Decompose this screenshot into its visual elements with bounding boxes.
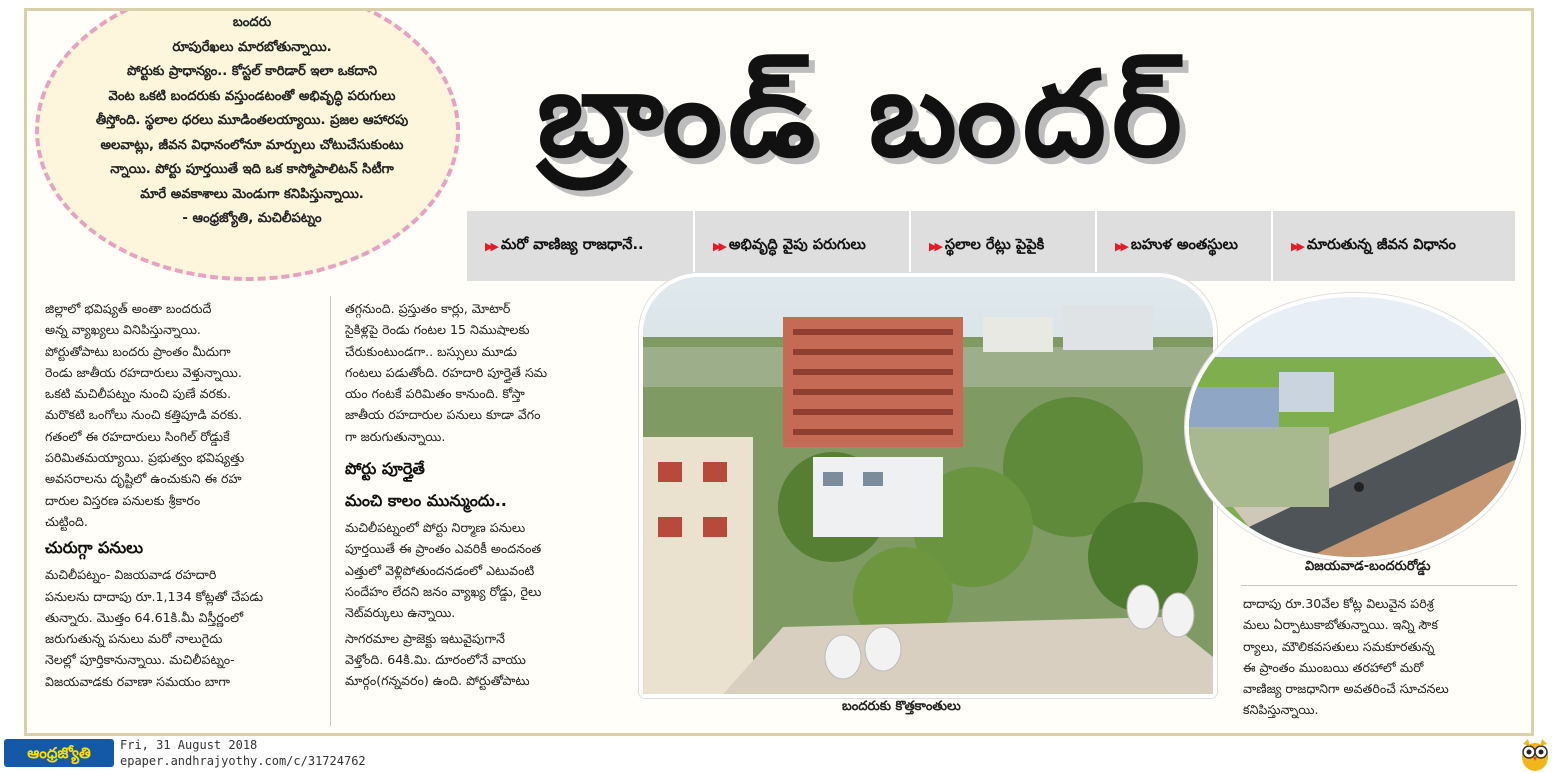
intro-line: మారే అవకాశాలు మెండుగా కనిపిస్తున్నాయి. [140,186,364,202]
epaper-url[interactable]: epaper.andhrajyothy.com/c/31724762 [120,754,366,768]
text-line: అవసరాలను దృష్టిలో ఉంచుకుని ఈ రహ [45,471,242,487]
intro-line: పోర్టుకు ప్రాధాన్యం.. కోస్టల్ కారిడార్ ఇలా ఒకదాని [127,64,377,79]
andhrajyothy-logo[interactable]: ఆంధ్రజ్యోతి [4,739,114,767]
intro-line: తీస్తోంది. స్థలాల ధరలు మూడింతలయ్యాయి. ప్రజల ఆహారపు [95,113,409,128]
headline: బ్రాండ్ బందర్ [537,45,1189,183]
text-line: మచిలీపట్నం- విజయవాడ రహదారి [45,567,217,583]
text-line: జాతీయ రహదారుల పనులు కూడా వేగం [345,407,541,423]
double-arrow-icon: ▶▶ [1291,239,1302,253]
double-arrow-icon: ▶▶ [485,239,496,253]
subheads-bar [467,211,1515,281]
article-column-3 [1243,593,1515,721]
text-line: పోర్టుతోపాటు బందరు ప్రాంతం మీదుగా [45,343,231,359]
text-line: పనులను దాదాపు రూ.1,134 కోట్లతో చేపడు [45,588,264,604]
epaper-footer [0,736,1554,773]
intro-line: బందరు [232,15,272,30]
double-arrow-icon: ▶▶ [929,239,940,253]
text-line: తున్నారు. మొత్తం 64.61కి.మీ విస్తీర్ణంలో [45,609,244,625]
text-line: సైకిళ్లపై రెండు గంటల 15 నిముషాలకు [345,322,530,338]
text-line: వాణిజ్య రాజధానిగా అవతరించే సూచనలు [1243,681,1449,697]
intro-line: న్నాయి. పోర్టు పూర్తయితే ఇది ఒక కాస్మోపాలిటన్ సిటీగా [110,162,394,177]
text-line: మచిలీపట్నంలో పోర్టు నిర్మాణ పనులు [345,520,526,536]
text-line: అన్న వ్యాఖ్యలు వినిపిస్తున్నాయి. [45,322,201,338]
text-line: మరొకటి ఒంగోలు నుంచి కత్తిపూడి వరకు. [45,407,243,423]
town-aerial-illustration [643,277,1213,694]
text-line: వెళ్తోంది. 64కి.మి. దూరంలోనే వాయు [345,651,526,667]
double-arrow-icon: ▶▶ [1115,239,1126,253]
text-line: గంటలు పడుతోంది. రహదారి పూర్తైతే సమ [345,364,548,380]
text-line: జరుగుతున్న పనులు మరో నాలుగైదు [45,631,223,647]
text-line: చేరుకుంటుండగా.. బస్సులు మూడు [345,343,518,359]
text-line: దారుల విస్తరణ పనులకు శ్రీకారం [45,492,201,508]
subhead-item: ▶▶ బహుళ అంతస్థులు [1097,211,1273,281]
text-line: చుట్టింది. [45,513,88,529]
intro-line: అలవాట్లు, జీవన విధానంలోనూ మార్పులు చోటుచేసుకుంటు [100,137,404,153]
text-line: నెలల్లో పూర్తికానున్నాయి. మచిలీపట్నం- [45,652,235,668]
subhead-item: ▶▶ మరో వాణిజ్య రాజధానే.. [467,211,695,281]
subhead-item: ▶▶ స్థలాల రేట్లు పైపైకి [911,211,1097,281]
text-line: కనిపిస్తున్నాయి. [1243,702,1319,718]
text-line: సందేహం లేదని జనం వ్యాఖ్య రోడ్డు, రైలు [345,583,542,599]
text-line: ఎత్తులో వెళ్లిపోతుందనడంలో ఎటువంటి [345,562,535,578]
text-line: మార్గం(గన్నవరం) ఉంది. పోర్టుతోపాటు [345,673,530,689]
newspaper-page [24,8,1534,736]
owl-icon [1518,736,1552,772]
publication-date: Fri, 31 August 2018 [120,738,258,752]
text-line: రెండు జాతీయ రహదారులు వెళ్తున్నాయి. [45,364,242,380]
text-line: విజయవాడకు రవాణా సమయం బాగా [45,673,230,689]
text-line: పూర్తయితే ఈ ప్రాంతం ఎవరికీ అందనంత [345,541,542,557]
section-subhead: మంచి కాలం మున్ముందు.. [345,491,507,511]
text-line: యం గంటకే పరిమితం కానుంది. కోస్తా [345,386,525,402]
column-divider [330,296,331,726]
section-subhead: చురుగ్గా పనులు [45,538,144,558]
subhead-item: ▶▶ అభివృద్ధి వైపు పరుగులు [695,211,911,281]
text-line: గతంలో ఈ రహదారులు సింగిల్ రోడ్డుకే [45,428,230,444]
text-line: నెట్‌వర్కులు ఉన్నాయి. [345,605,456,621]
road-illustration [1189,297,1521,557]
intro-byline: - ఆంధ్రజ్యోతి, మచిలీపట్నం [182,211,322,226]
intro-line: వెంట ఒకటి బందరుకు వస్తుండటంతో అభివృద్ధి పరుగులు [108,88,396,104]
text-line: ఒకటి మచిలీపట్నం నుంచి పుణే వరకు. [45,386,231,402]
main-photo-caption: బందరుకు కొత్తకాంతులు [842,699,961,714]
road-photo-caption: విజయవాడ-బందరురోడ్డు [1305,559,1431,574]
caption-rule [1241,585,1517,586]
town-aerial-photo [639,273,1217,698]
intro-text [67,11,437,232]
double-arrow-icon: ▶▶ [713,239,724,253]
text-line: మలు ఏర్పాటుకాబోతున్నాయి. ఇన్ని సౌక [1243,617,1438,633]
article-column-2 [345,298,617,691]
text-line: దాదాపు రూ.30వేల కోట్ల విలువైన పరిశ్ర [1243,596,1434,611]
text-line: జిల్లాలో భవిష్యత్ అంతా బందరుదే [45,301,212,316]
text-line: పరిమితమయ్యాయి. ప్రభుత్వం భవిష్యత్తు [45,450,245,466]
section-subhead: పోర్టు పూర్తైతే [345,459,425,479]
text-line: సాగరమాల ప్రాజెక్టు ఇటువైపుగానే [345,630,505,646]
subhead-item: ▶▶ మారుతున్న జీవన విధానం [1291,235,1456,253]
road-photo [1185,293,1525,561]
intro-line: రూపురేఖలు మారబోతున్నాయి. [172,39,332,55]
text-line: ర్యాలు, మౌలికవసతులు సమకూరతున్న [1243,638,1435,654]
text-line: గా జరుగుతున్నాయి. [345,428,446,444]
text-line: తగ్గనుంది. ప్రస్తుతం కార్లు, మోటార్ [345,301,511,316]
article-column-1 [45,298,317,692]
text-line: ఈ ప్రాంతం ముంబయి తరహాలో మరో [1243,659,1424,675]
